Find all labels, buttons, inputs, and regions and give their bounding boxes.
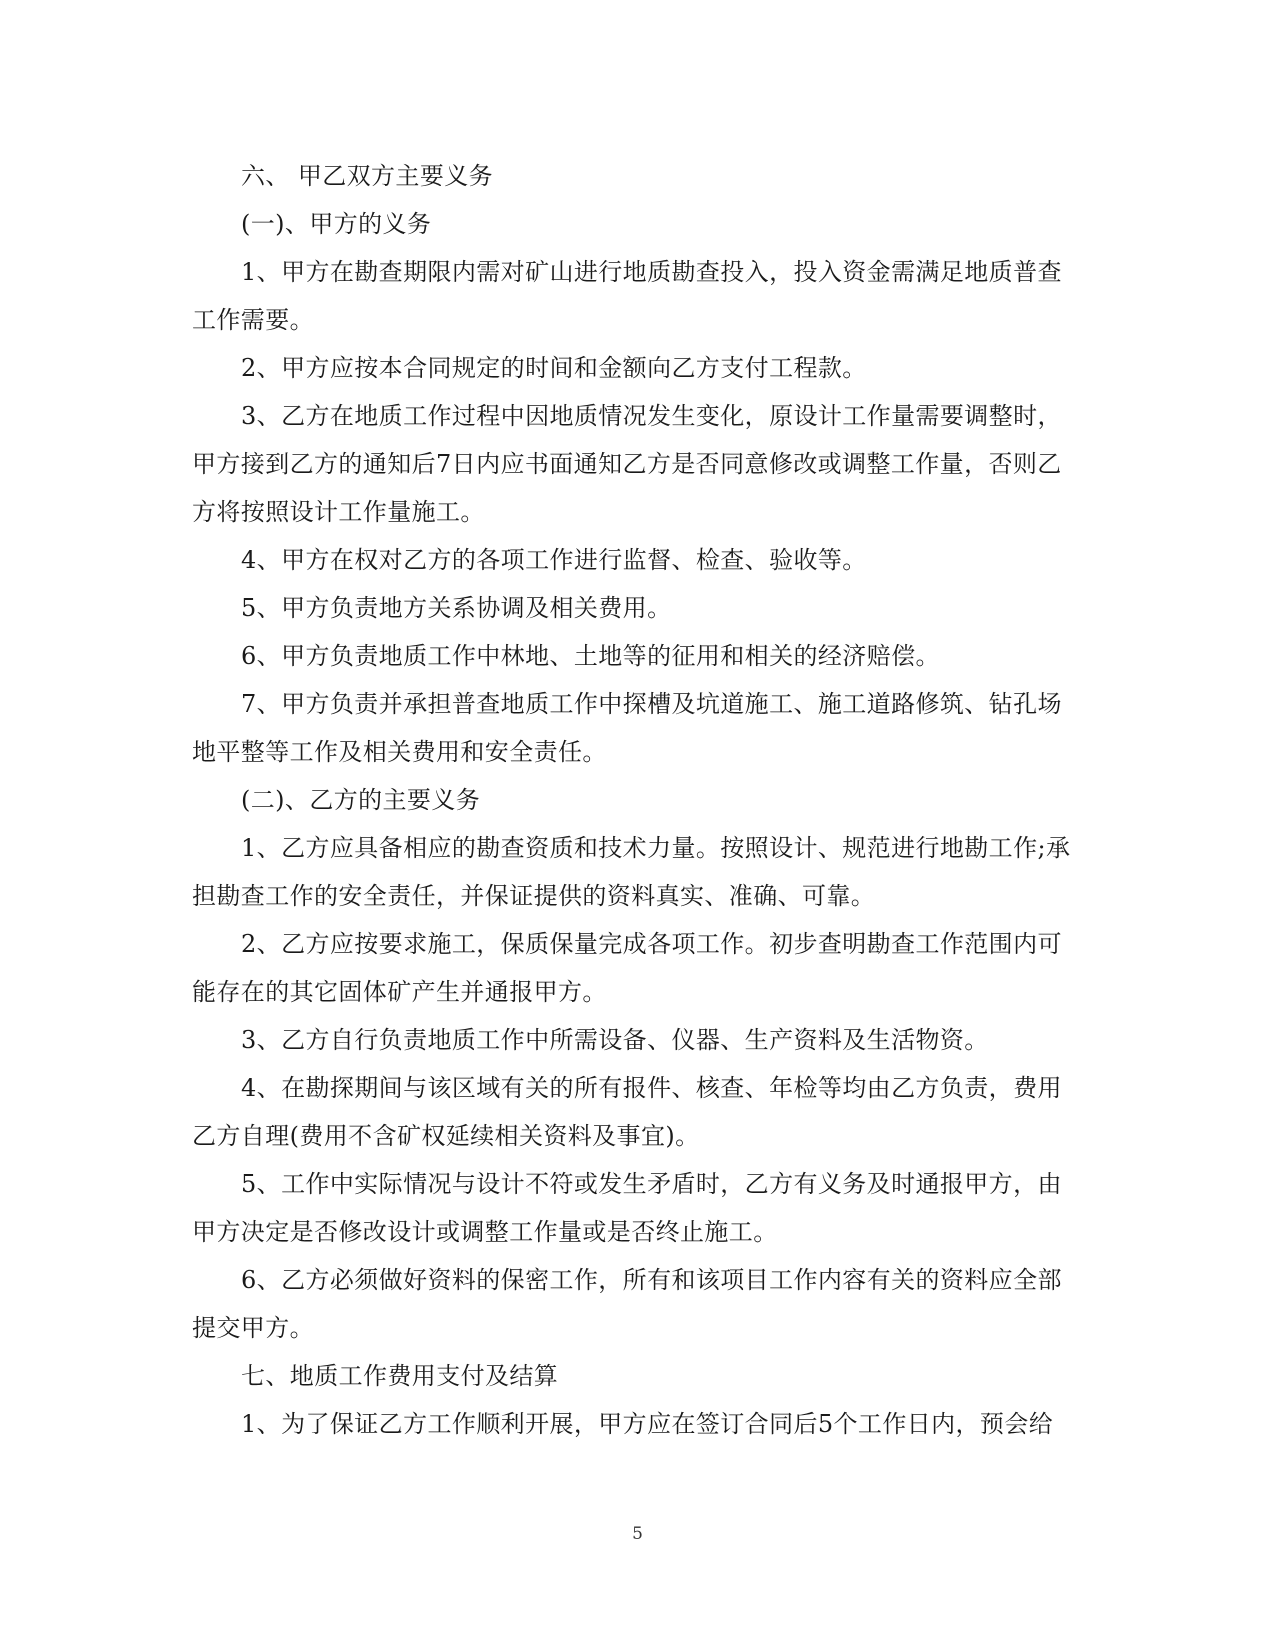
page-number: 5 — [632, 1524, 643, 1544]
paragraph: 1、甲方在勘查期限内需对矿山进行地质勘查投入，投入资金需满足地质普查工作需要。 — [192, 258, 1062, 334]
subsection-heading-party-a: (一)、甲方的义务 — [241, 210, 432, 238]
paragraph: 4、在勘探期间与该区域有关的所有报件、核查、年检等均由乙方负责，费用乙方自理(费用不含矿权延续相关资料及事宜)。 — [192, 1074, 1062, 1150]
paragraph: 5、工作中实际情况与设计不符或发生矛盾时，乙方有义务及时通报甲方，由甲方决定是否修改设计或调整工作量或是否终止施工。 — [192, 1170, 1062, 1246]
paragraph: 1、为了保证乙方工作顺利开展，甲方应在签订合同后5个工作日内，预会给 — [241, 1410, 1054, 1438]
paragraph: 3、乙方自行负责地质工作中所需设备、仪器、生产资料及生活物资。 — [241, 1026, 989, 1054]
paragraph: 6、甲方负责地质工作中林地、土地等的征用和相关的经济赔偿。 — [241, 642, 940, 670]
paragraph: 4、甲方在权对乙方的各项工作进行监督、检查、验收等。 — [241, 546, 867, 574]
paragraph: 6、乙方必须做好资料的保密工作，所有和该项目工作内容有关的资料应全部提交甲方。 — [192, 1266, 1062, 1342]
paragraph: 3、乙方在地质工作过程中因地质情况发生变化，原设计工作量需要调整时，甲方接到乙方的通知后7日内应书面通知乙方是否同意修改或调整工作量，否则乙方将按照设计工作量施工。 — [192, 402, 1062, 526]
section-heading-7: 七、地质工作费用支付及结算 — [241, 1362, 559, 1390]
section-heading-6: 六、 甲乙双方主要义务 — [241, 162, 494, 190]
paragraph: 7、甲方负责并承担普查地质工作中探槽及坑道施工、施工道路修筑、钻孔场地平整等工作及相关费用和安全责任。 — [192, 690, 1062, 766]
subsection-heading-party-b: (二)、乙方的主要义务 — [241, 786, 481, 814]
document-body — [192, 152, 1072, 1448]
paragraph: 2、甲方应按本合同规定的时间和金额向乙方支付工程款。 — [241, 354, 867, 382]
paragraph: 1、乙方应具备相应的勘查资质和技术力量。按照设计、规范进行地勘工作;承担勘查工作的安全责任，并保证提供的资料真实、准确、可靠。 — [192, 834, 1071, 910]
paragraph: 2、乙方应按要求施工，保质保量完成各项工作。初步查明勘查工作范围内可能存在的其它固体矿产生并通报甲方。 — [192, 930, 1062, 1006]
paragraph: 5、甲方负责地方关系协调及相关费用。 — [241, 594, 672, 622]
